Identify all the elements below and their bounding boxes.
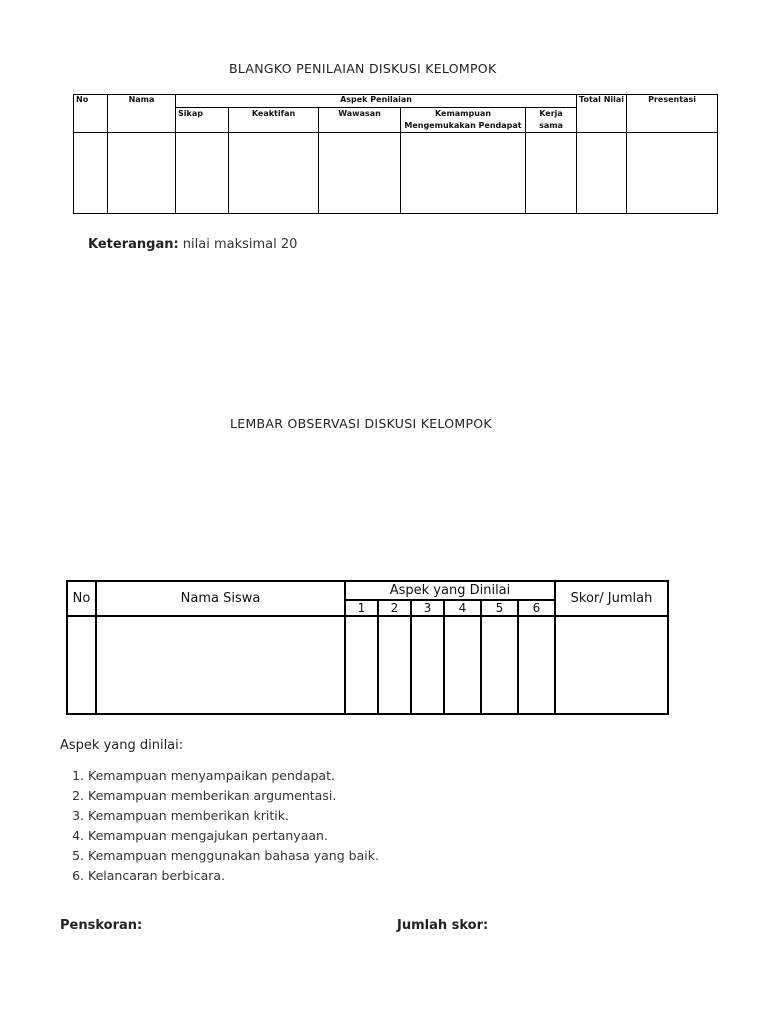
header-no: No [67, 581, 96, 616]
subheader-kerja-line1: Kerja [539, 109, 563, 118]
jumlah-skor-label: Jumlah skor: [397, 918, 489, 933]
cell-aspek-6[interactable] [518, 616, 555, 714]
cell-kemampuan[interactable] [401, 133, 526, 214]
header-nama-siswa: Nama Siswa [96, 581, 345, 616]
blangko-title: BLANGKO PENILAIAN DISKUSI KELOMPOK [229, 61, 497, 76]
cell-kerja-sama[interactable] [526, 133, 577, 214]
cell-aspek-1[interactable] [345, 616, 378, 714]
list-item: 2. Kemampuan memberikan argumentasi. [88, 786, 588, 806]
subheader-kemampuan-line1: Kemampuan [434, 109, 492, 118]
cell-no[interactable] [74, 133, 108, 214]
cell-sikap[interactable] [176, 133, 229, 214]
header-aspek-penilaian: Aspek Penilaian [176, 95, 577, 108]
penskoran-label: Penskoran: [60, 918, 143, 933]
list-item: 4. Kemampuan mengajukan pertanyaan. [88, 826, 588, 846]
aspect-number: 1 [345, 600, 378, 616]
keterangan-label: Keterangan: [88, 237, 179, 252]
subheader-kemampuan-line2: Mengemukakan Pendapat [404, 121, 522, 130]
aspect-number: 5 [481, 600, 518, 616]
cell-presentasi[interactable] [627, 133, 718, 214]
aspect-number: 4 [444, 600, 481, 616]
keterangan-value: nilai maksimal 20 [178, 237, 298, 252]
subheader-keaktifan: Keaktifan [229, 108, 319, 133]
lembar-title: LEMBAR OBSERVASI DISKUSI KELOMPOK [230, 416, 492, 431]
subheader-kerja-line2: sama [539, 121, 563, 130]
cell-total-nilai[interactable] [577, 133, 627, 214]
cell-skor-jumlah[interactable] [555, 616, 668, 714]
observasi-table [66, 580, 669, 715]
header-aspek-dinilai: Aspek yang Dinilai [345, 581, 555, 600]
header-skor-jumlah: Skor/ Jumlah [555, 581, 668, 616]
header-nama: Nama [108, 95, 176, 133]
header-total-nilai: Total Nilai [577, 95, 627, 133]
blangko-table [73, 94, 718, 214]
list-item: 1. Kemampuan menyampaikan pendapat. [88, 766, 588, 786]
header-no: No [74, 95, 108, 133]
aspek-dinilai-list [56, 766, 588, 886]
list-item: 6. Kelancaran berbicara. [88, 866, 588, 886]
cell-keaktifan[interactable] [229, 133, 319, 214]
cell-no[interactable] [67, 616, 96, 714]
subheader-sikap: Sikap [176, 108, 229, 133]
keterangan-note [88, 237, 297, 252]
cell-aspek-5[interactable] [481, 616, 518, 714]
list-item: 3. Kemampuan memberikan kritik. [88, 806, 588, 826]
cell-aspek-3[interactable] [411, 616, 444, 714]
header-presentasi: Presentasi [627, 95, 718, 133]
aspect-number: 3 [411, 600, 444, 616]
aspek-dinilai-label: Aspek yang dinilai [60, 738, 179, 753]
cell-nama[interactable] [108, 133, 176, 214]
subheader-kemampuan [401, 108, 526, 133]
cell-wawasan[interactable] [319, 133, 401, 214]
aspect-number: 6 [518, 600, 555, 616]
aspek-dinilai-colon: : [178, 738, 184, 753]
cell-nama-siswa[interactable] [96, 616, 345, 714]
cell-aspek-2[interactable] [378, 616, 411, 714]
subheader-kerja-sama [526, 108, 577, 133]
aspek-dinilai-heading [60, 738, 183, 753]
subheader-wawasan: Wawasan [319, 108, 401, 133]
cell-aspek-4[interactable] [444, 616, 481, 714]
aspect-number: 2 [378, 600, 411, 616]
list-item: 5. Kemampuan menggunakan bahasa yang baik. [88, 846, 588, 866]
